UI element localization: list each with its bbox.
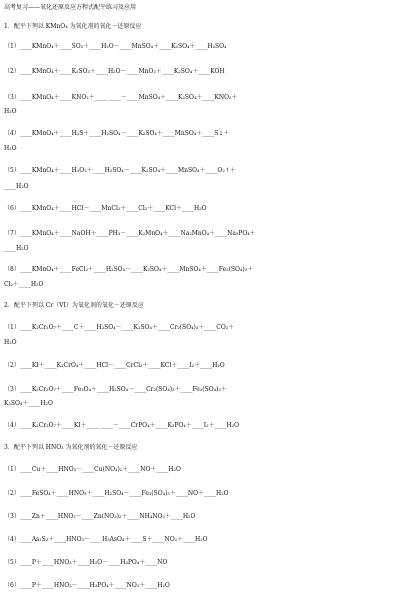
- equation-line: （6）____P＋____HNO₃－____H₃PO₄＋____NO₂＋____H₂O: [4, 582, 170, 589]
- equation-line: （3）____Zn＋____HNO₃－____Zn(NO₃)₂＋____NH₄NO₃＋____H₂O: [4, 513, 196, 520]
- equation-line: Cl₂＋____H₂O: [4, 281, 44, 288]
- equation-line: （4）____KMnO₄＋____H₂S＋____H₂SO₄－____K₂SO₄＋____MnSO₄＋____S↓＋: [4, 130, 230, 137]
- equation-line: H₂O: [4, 145, 17, 152]
- equation-line: （1）____K₂Cr₂O₇＋____C＋____H₂SO₄－____K₂SO₄＋____Cr₂(SO₄)₃＋____CO₂＋: [4, 324, 235, 331]
- equation-line: （2）____KI＋____K₂CrO₄＋____HCl－____CrCl₃＋____KCl＋____I₂＋____H₂O: [4, 362, 225, 369]
- equation-line: （8）____KMnO₄＋____FeCl₂＋____H₂SO₄－____K₂SO₄＋____MnSO₄＋____Fe₂(SO₄)₃＋: [4, 266, 254, 273]
- equation-line: （1）____Cu＋____HNO₃－____Cu(NO₃)₂＋____NO＋____H₂O: [4, 466, 181, 473]
- equation-line: （2）____KMnO₄＋____K₂SO₃＋____H₂O－____MnO₂＋____K₂SO₄＋____KOH: [4, 68, 225, 75]
- equation-line: K₂SO₄＋____H₂O: [4, 400, 53, 407]
- equation-line: （7）____KMnO₄＋____NaOH＋____PH₃－____K₂MnO₄＋____Na₂MnO₄＋____Na₃PO₄＋: [4, 230, 256, 237]
- section-heading-crvi: 2．配平下列以 Cr（VI）为氧化剂的氧化－还原反应: [4, 302, 144, 309]
- equation-line: （5）____P＋____HNO₃＋____H₂O－____H₃PO₄＋____NO: [4, 559, 168, 566]
- equation-line: （1）____KMnO₄＋____SO₂＋____H₂O－____MnSO₄＋____K₂SO₄＋____H₂SO₄: [4, 43, 227, 50]
- equation-line: H₂O: [4, 339, 17, 346]
- equation-line: （4）____K₂Cr₂O₇＋____KI＋____ ____－____CrPO₄＋____K₃PO₄＋____I₂＋____H₂O: [4, 422, 240, 429]
- equation-line: （5）____KMnO₄＋____H₂O₂＋____H₂SO₄－____K₂SO₄＋____MnSO₄＋____O₂↑＋: [4, 167, 236, 174]
- equation-line: （2）____FeSO₄＋____HNO₃＋____H₂SO₄－____Fe₂(SO₄)₃＋____NO＋____H₂O: [4, 490, 229, 497]
- equation-line: （4）____As₂S₃＋____HNO₃－____H₃AsO₄＋____S＋____NO₂＋____H₂O: [4, 536, 208, 543]
- equation-line: ____H₂O: [4, 245, 29, 252]
- section-heading-hno3: 3．配平下列以 HNO₃ 为氧化剂的氧化－还原反应: [4, 444, 138, 451]
- equation-line: ____H₂O: [4, 183, 29, 190]
- section-heading-kmno4: 1．配平下列以 KMnO₄ 为氧化剂的氧化－还原反应: [4, 23, 142, 30]
- page-title: 高考复习——氧化还原反应方程式配平练习及应用: [4, 4, 137, 11]
- equation-line: （3）____KMnO₄＋____KNO₂＋____ ____－____MnSO₄＋____K₂SO₄＋____KNO₃＋: [4, 94, 238, 101]
- equation-line: （3）____K₂Cr₂O₇＋____Fe₃O₄＋____H₂SO₄－____Cr₂(SO₄)₃＋____Fe₂(SO₄)₃＋: [4, 386, 227, 393]
- equation-line: H₂O: [4, 108, 17, 115]
- equation-line: （6）____KMnO₄＋____HCl－____MnCl₂＋____Cl₂＋____KCl＋____H₂O: [4, 205, 207, 212]
